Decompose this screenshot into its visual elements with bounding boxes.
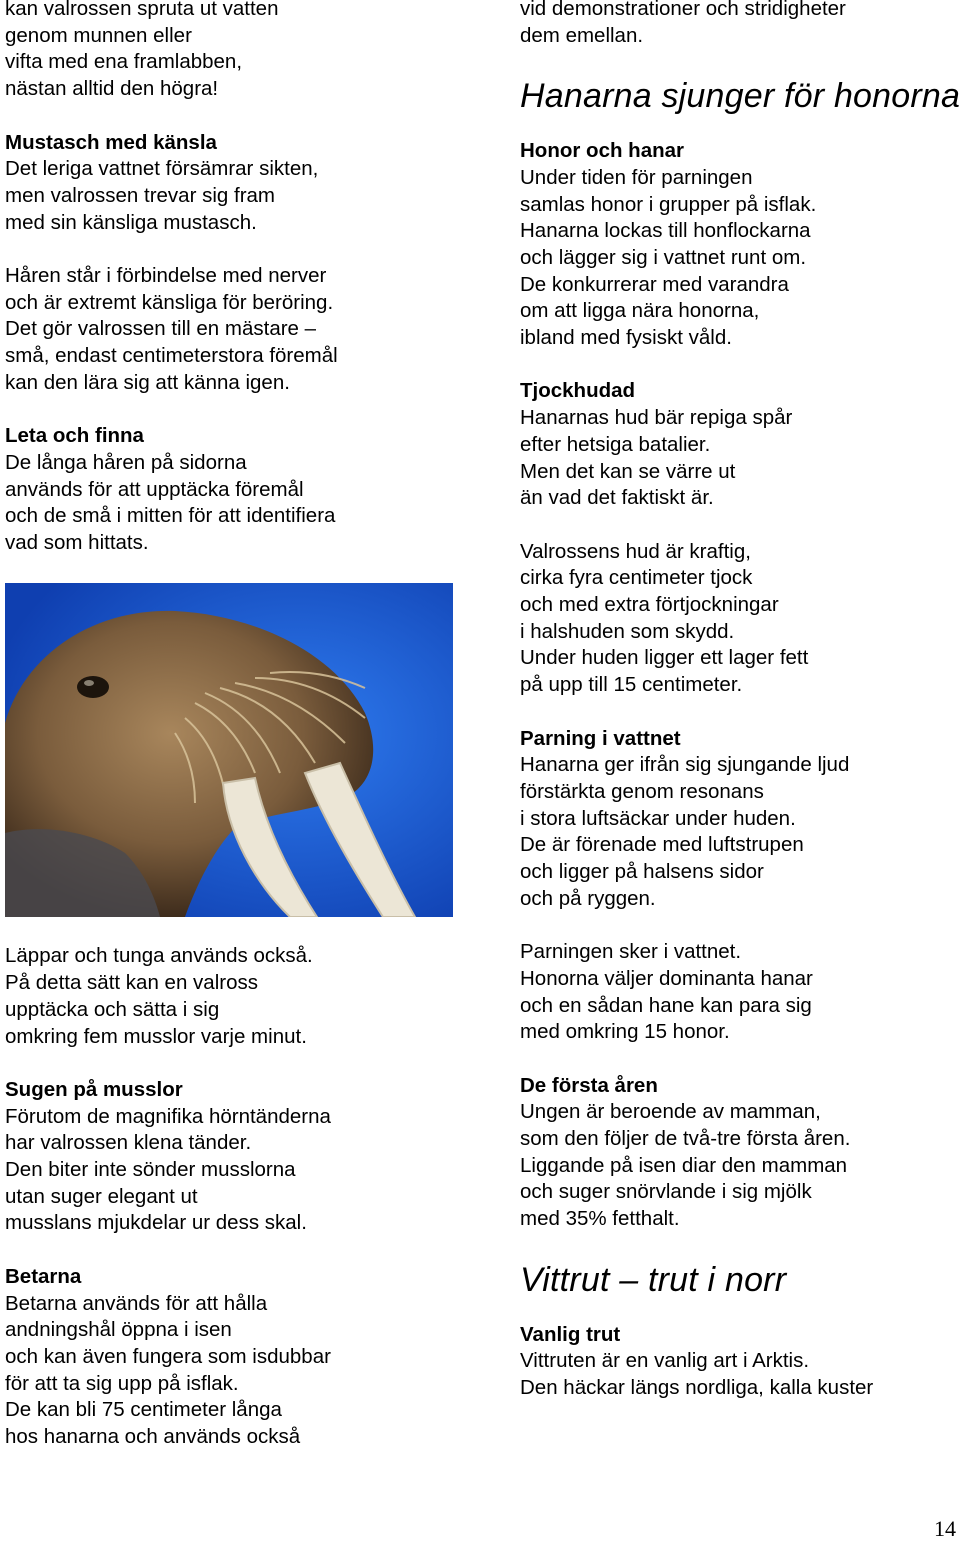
- paragraph: [5, 1077, 475, 1237]
- paragraph: [5, 0, 475, 103]
- text-line: Det leriga vattnet försämrar sikten,: [5, 157, 319, 181]
- text-line: musslans mjukdelar ur dess skal.: [5, 1211, 307, 1235]
- paragraph: [5, 263, 475, 397]
- text-line: De konkurrerar med varandra: [520, 272, 789, 296]
- text-line: Det gör valrossen till en mästare –: [5, 317, 317, 341]
- text-line: Under tiden för parningen: [520, 165, 753, 189]
- text-line: vad som hittats.: [5, 531, 149, 555]
- paragraph: [520, 939, 960, 1046]
- text-line: De kan bli 75 centimeter långa: [5, 1398, 282, 1422]
- paragraph: [520, 1322, 960, 1402]
- text-line: omkring fem musslor varje minut.: [5, 1024, 307, 1048]
- left-paragraphs-top: [5, 0, 475, 557]
- paragraph-heading: De första åren: [520, 1073, 658, 1097]
- walrus-photo: [5, 583, 453, 917]
- text-line: Vittruten är en vanlig art i Arktis.: [520, 1349, 810, 1373]
- paragraph-heading: Vanlig trut: [520, 1322, 621, 1346]
- text-line: Ungen är beroende av mamman,: [520, 1100, 821, 1124]
- text-line: och är extremt känsliga för beröring.: [5, 290, 334, 314]
- text-line: Valrossens hud är kraftig,: [520, 539, 751, 563]
- paragraph: [520, 0, 960, 49]
- text-line: kan valrossen spruta ut vatten: [5, 0, 279, 20]
- paragraph-heading: Honor och hanar: [520, 139, 685, 163]
- text-line: har valrossen klena tänder.: [5, 1131, 252, 1155]
- text-line: Parningen sker i vattnet.: [520, 940, 742, 964]
- text-line: upptäcka och sätta i sig: [5, 997, 220, 1021]
- text-line: och de små i mitten för att identifiera: [5, 504, 336, 528]
- text-line: dem emellan.: [520, 23, 644, 47]
- paragraph: [520, 726, 960, 913]
- text-line: för att ta sig upp på isflak.: [5, 1371, 239, 1395]
- paragraph: [520, 138, 960, 352]
- right-intro: [520, 0, 960, 49]
- text-line: Honorna väljer dominanta hanar: [520, 966, 813, 990]
- text-line: och ligger på halsens sidor: [520, 860, 764, 884]
- text-line: På detta sätt kan en valross: [5, 971, 258, 995]
- text-line: och suger snörvlande i sig mjölk: [520, 1180, 812, 1204]
- paragraph: [5, 423, 475, 557]
- text-line: De långa håren på sidorna: [5, 450, 247, 474]
- text-line: på upp till 15 centimeter.: [520, 673, 743, 697]
- text-line: som den följer de två-tre första åren.: [520, 1127, 851, 1151]
- section-title-hanarna: Hanarna sjunger för honorna: [520, 77, 960, 116]
- paragraph-heading: Leta och finna: [5, 424, 144, 448]
- text-line: samlas honor i grupper på isflak.: [520, 192, 817, 216]
- page-number: 14: [934, 1516, 956, 1541]
- text-line: Den häckar längs nordliga, kalla kuster: [520, 1375, 874, 1399]
- text-line: ibland med fysiskt våld.: [520, 326, 732, 350]
- text-line: än vad det faktiskt är.: [520, 486, 714, 510]
- right-section2: [520, 1322, 960, 1402]
- text-line: små, endast centimeterstora föremål: [5, 344, 338, 368]
- text-line: och kan även fungera som isdubbar: [5, 1344, 331, 1368]
- text-line: Läppar och tunga används också.: [5, 944, 313, 968]
- text-line: utan suger elegant ut: [5, 1184, 198, 1208]
- text-line: efter hetsiga batalier.: [520, 432, 711, 456]
- right-column: [520, 0, 960, 1428]
- text-line: hos hanarna och används också: [5, 1425, 301, 1449]
- paragraph-heading: Betarna: [5, 1264, 82, 1288]
- text-line: Den biter inte sönder musslorna: [5, 1158, 296, 1182]
- text-line: Förutom de magnifika hörntänderna: [5, 1104, 331, 1128]
- text-line: vifta med ena framlabben,: [5, 50, 243, 74]
- text-line: med sin känsliga mustasch.: [5, 210, 257, 234]
- paragraph-heading: Tjockhudad: [520, 379, 636, 403]
- text-line: med omkring 15 honor.: [520, 1020, 730, 1044]
- text-line: genom munnen eller: [5, 23, 192, 47]
- paragraph: [5, 1264, 475, 1451]
- text-line: förstärkta genom resonans: [520, 779, 764, 803]
- text-line: cirka fyra centimeter tjock: [520, 566, 753, 590]
- paragraph: [520, 539, 960, 699]
- paragraph: [520, 378, 960, 512]
- text-line: nästan alltid den högra!: [5, 77, 219, 101]
- paragraph: [5, 943, 475, 1050]
- text-line: Liggande på isen diar den mamman: [520, 1153, 848, 1177]
- paragraph: [5, 130, 475, 237]
- right-section1: [520, 138, 960, 1233]
- text-line: Hanarna ger ifrån sig sjungande ljud: [520, 753, 850, 777]
- section-title-vittrut: Vittrut – trut i norr: [520, 1260, 787, 1299]
- text-line: men valrossen trevar sig fram: [5, 183, 276, 207]
- paragraph-heading: Sugen på musslor: [5, 1077, 183, 1101]
- text-line: De är förenade med luftstrupen: [520, 833, 804, 857]
- text-line: Under huden ligger ett lager fett: [520, 646, 809, 670]
- text-line: används för att upptäcka föremål: [5, 477, 304, 501]
- text-line: och lägger sig i vattnet runt om.: [520, 245, 807, 269]
- text-line: Hanarnas hud bär repiga spår: [520, 406, 793, 430]
- text-line: Hanarna lockas till honflockarna: [520, 219, 811, 243]
- text-line: i stora luftsäckar under huden.: [520, 806, 796, 830]
- paragraph: [520, 1073, 960, 1233]
- left-paragraphs-bottom: [5, 943, 475, 1450]
- text-line: med 35% fetthalt.: [520, 1207, 680, 1231]
- text-line: andningshål öppna i isen: [5, 1318, 232, 1342]
- text-line: och på ryggen.: [520, 886, 656, 910]
- text-line: och en sådan hane kan para sig: [520, 993, 812, 1017]
- text-line: Men det kan se värre ut: [520, 459, 736, 483]
- text-line: om att ligga nära honorna,: [520, 299, 760, 323]
- paragraph-heading: Parning i vattnet: [520, 726, 681, 750]
- left-column: [5, 0, 475, 1477]
- paragraph-heading: Mustasch med känsla: [5, 130, 217, 154]
- text-line: och med extra förtjockningar: [520, 593, 779, 617]
- text-line: i halshuden som skydd.: [520, 619, 735, 643]
- text-line: Håren står i förbindelse med nerver: [5, 264, 327, 287]
- text-line: vid demonstrationer och stridigheter: [520, 0, 846, 20]
- text-line: Betarna används för att hålla: [5, 1291, 268, 1315]
- text-line: kan den lära sig att känna igen.: [5, 370, 290, 394]
